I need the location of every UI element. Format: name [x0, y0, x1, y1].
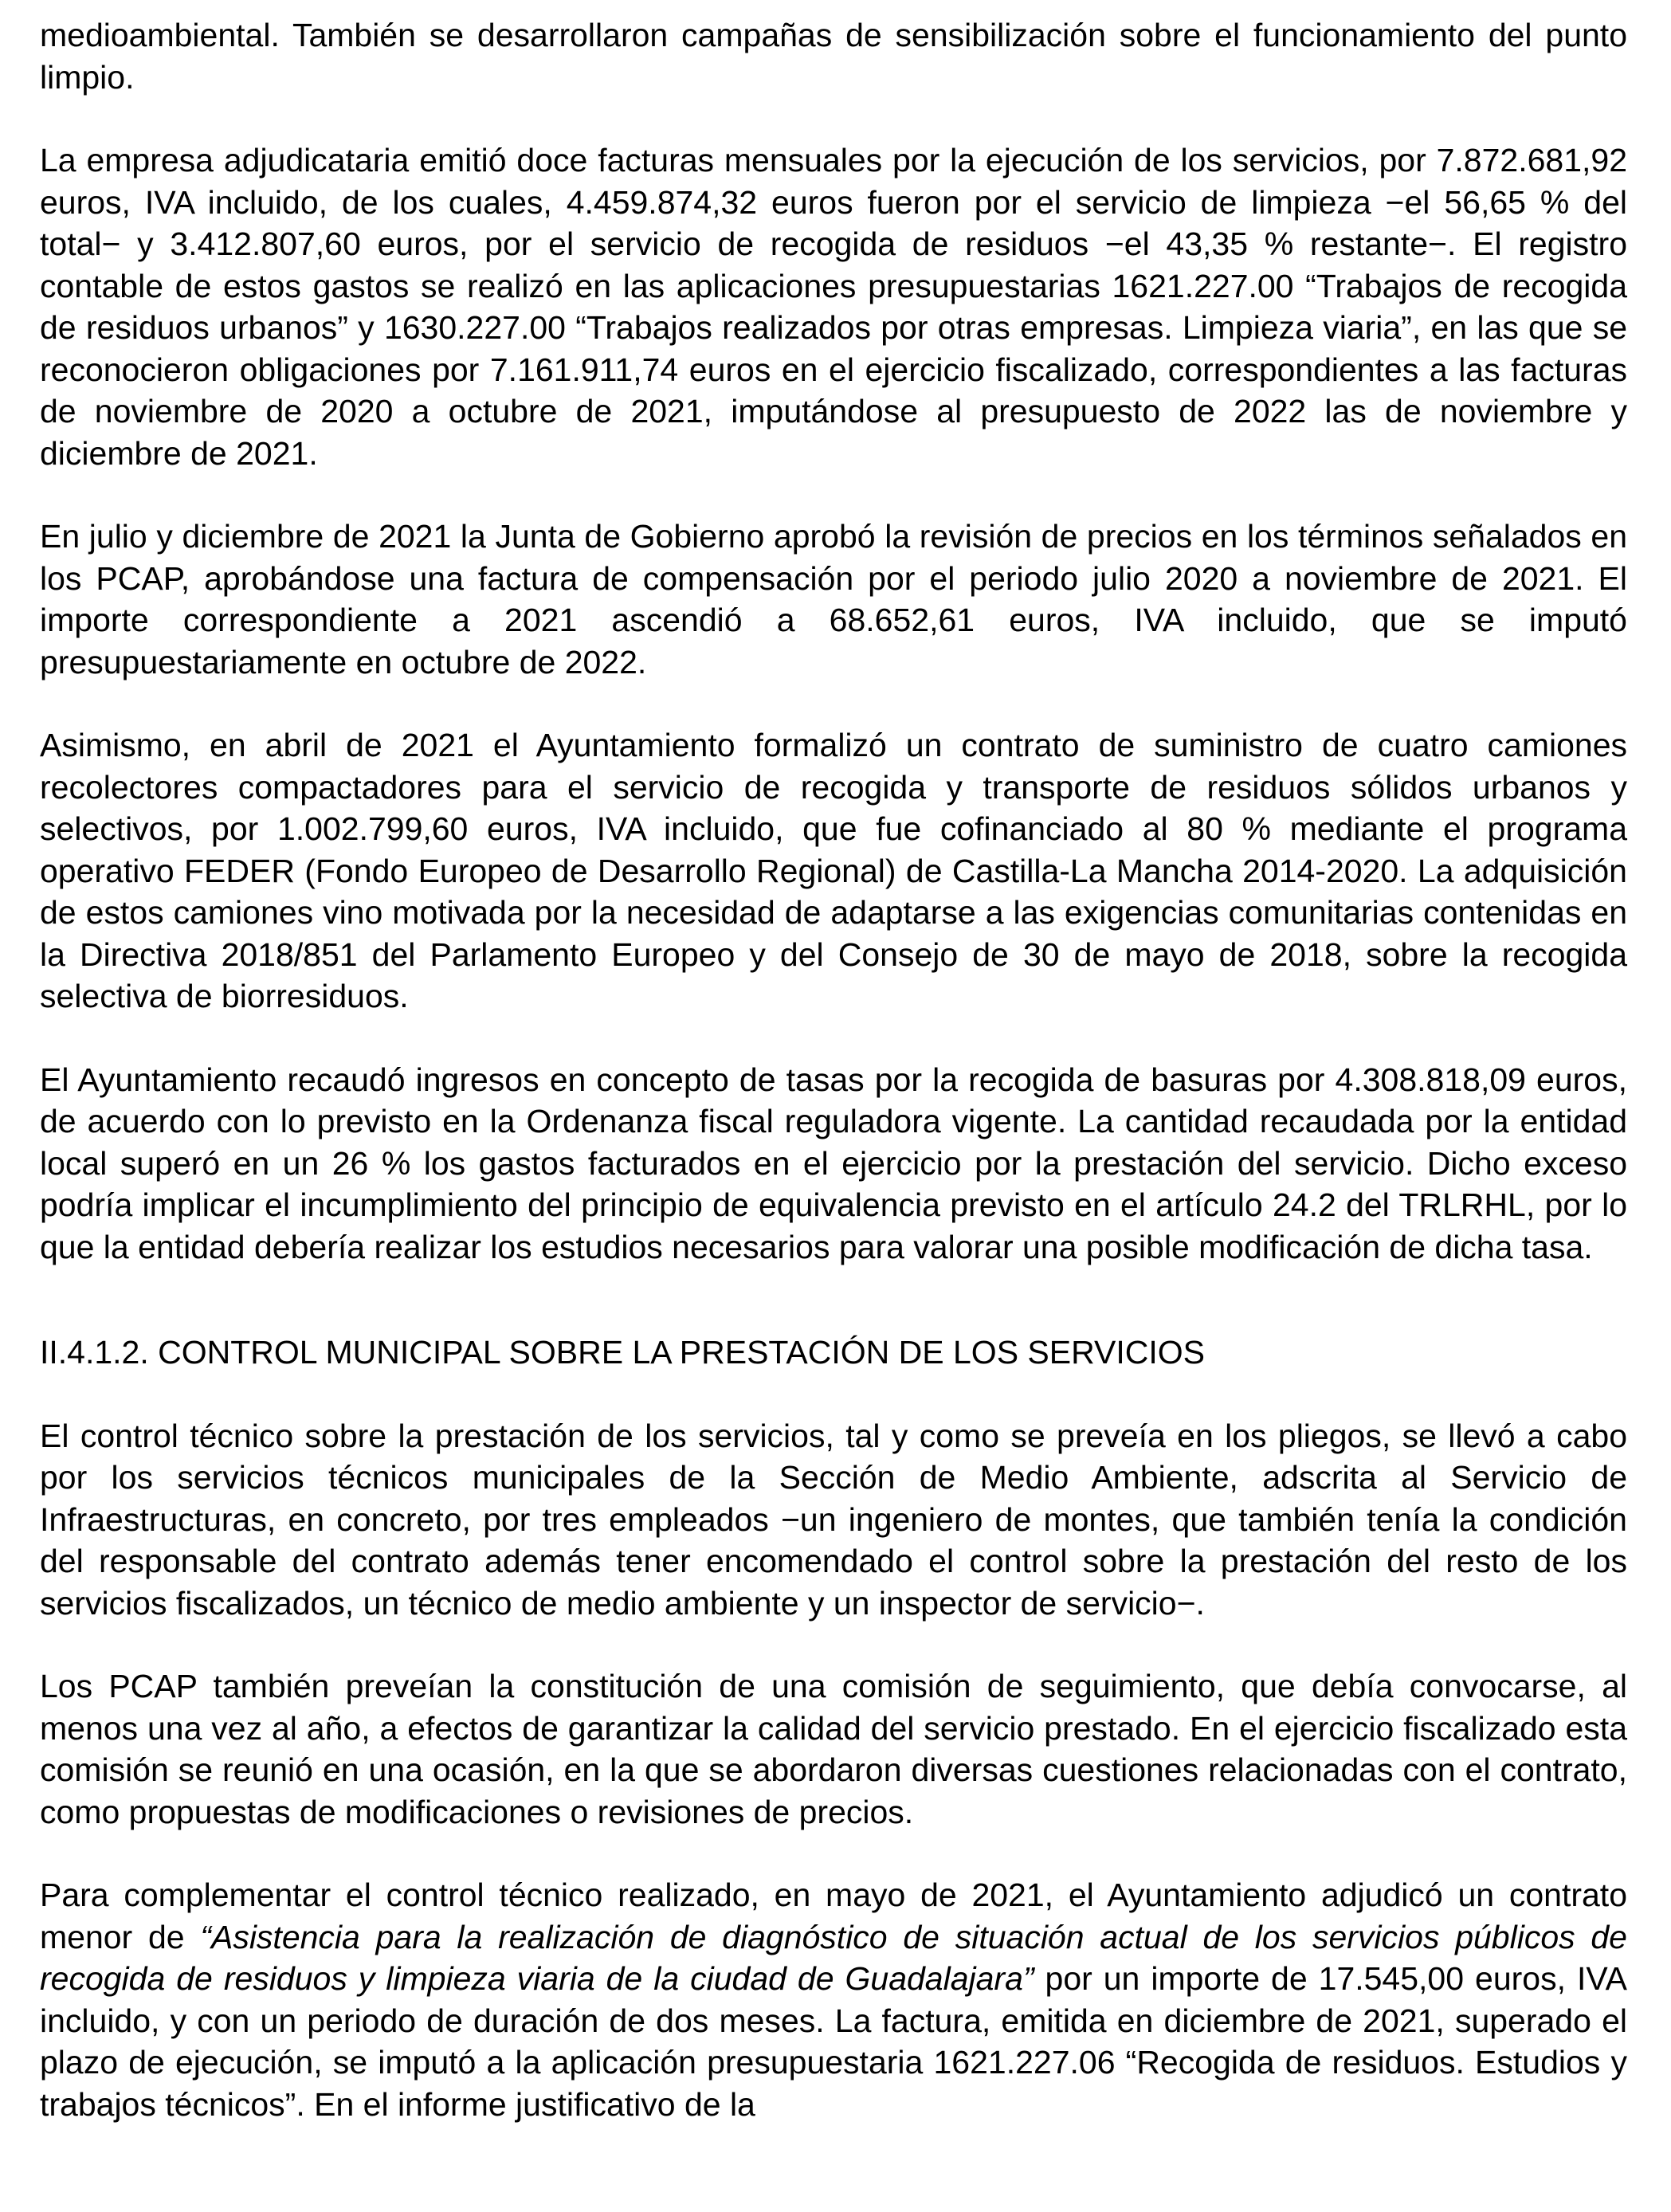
minor-contract-text-end: por un importe de 17.545,00 euros, IVA incluido, y con un periodo de duración de dos meses. La factura, emitida en diciembre de 2021, superado el plazo de ejecución, se imputó a la aplicación presupuestaria 1621.227.06 “Recogida de residuos. Estudios y trabajos técnicos”. En el informe justificativo de la [40, 1960, 1627, 2123]
paragraph-waste-fees: El Ayuntamiento recaudó ingresos en concepto de tasas por la recogida de basuras por 4.308.818,09 euros, de acuerdo con lo previsto en la Ordenanza fiscal reguladora vigente. La cantidad recaudada por la entidad local superó en un 26 % los gastos facturados en el ejercicio por la prestación del servicio. Dicho exceso podría implicar el incumplimiento del principio de equivalencia previsto en el artículo 24.2 del TRLRHL, por lo que la entidad debería realizar los estudios necesarios para valorar una posible modificación de dicha tasa. [40, 1061, 1627, 1265]
paragraph-invoices: La empresa adjudicataria emitió doce facturas mensuales por la ejecución de los servicios, por 7.872.681,92 euros, IVA incluido, de los cuales, 4.459.874,32 euros fueron por el servicio de limpieza −el 56,65 % del total− y 3.412.807,60 euros, por el servicio de recogida de residuos −el 43,35 % restante−. El registro contable de estos gastos se realizó en las aplicaciones presupuestarias 1621.227.00 “Trabajos de recogida de residuos urbanos” y 1630.227.00 “Trabajos realizados por otras empresas. Limpieza viaria”, en las que se reconocieron obligaciones por 7.161.911,74 euros en el ejercicio fiscalizado, correspondientes a las facturas de noviembre de 2020 a octubre de 2021, imputándose al presupuesto de 2022 las de noviembre y diciembre de 2021. [40, 142, 1627, 472]
paragraph-technical-control: El control técnico sobre la prestación de los servicios, tal y como se preveía en los pliegos, se llevó a cabo por los servicios técnicos municipales de la Sección de Medio Ambiente, adscrita al Servicio de Infraestructuras, en concreto, por tres empleados −un ingeniero de montes, que también tenía la condición del responsable del contrato además tener encomendado el control sobre la prestación del resto de los servicios fiscalizados, un técnico de medio ambiente y un inspector de servicio−. [40, 1417, 1627, 1622]
minor-contract-title: “Asistencia para la realización de diagnóstico de situación actual de los servicios públicos de recogida de residuos y limpieza viaria de la ciudad de Guadalajara” [40, 1918, 1627, 1997]
section-heading: II.4.1.2. CONTROL MUNICIPAL SOBRE LA PRESTACIÓN DE LOS SERVICIOS [40, 1334, 1205, 1371]
minor-contract-text-start: Para complementar el control técnico realizado, en mayo de 2021, el Ayuntamiento adjudicó un contrato menor de [40, 1877, 1627, 1955]
document-page [40, 14, 1627, 2125]
paragraph-minor-contract [40, 1874, 1627, 2125]
paragraph-price-revision: En julio y diciembre de 2021 la Junta de Gobierno aprobó la revisión de precios en los términos señalados en los PCAP, aprobándose una factura de compensación por el periodo julio 2020 a noviembre de 2021. El importe correspondiente a 2021 ascendió a 68.652,61 euros, IVA incluido, que se imputó presupuestariamente en octubre de 2022. [40, 518, 1627, 680]
paragraph-monitoring-commission: Los PCAP también preveían la constitución de una comisión de seguimiento, que debía convocarse, al menos una vez al año, a efectos de garantizar la calidad del servicio prestado. En el ejercicio fiscalizado esta comisión se reunió en una ocasión, en la que se abordaron diversas cuestiones relacionadas con el contrato, como propuestas de modificaciones o revisiones de precios. [40, 1668, 1627, 1830]
paragraph-trucks-contract: Asimismo, en abril de 2021 el Ayuntamiento formalizó un contrato de suministro de cuatro camiones recolectores compactadores para el servicio de recogida y transporte de residuos sólidos urbanos y selectivos, por 1.002.799,60 euros, IVA incluido, que fue cofinanciado al 80 % mediante el programa operativo FEDER (Fondo Europeo de Desarrollo Regional) de Castilla-La Mancha 2014-2020. La adquisición de estos camiones vino motivada por la necesidad de adaptarse a las exigencias comunitarias contenidas en la Directiva 2018/851 del Parlamento Europeo y del Consejo de 30 de mayo de 2018, sobre la recogida selectiva de biorresiduos. [40, 727, 1627, 1014]
paragraph-continuation: medioambiental. También se desarrollaron campañas de sensibilización sobre el funcionamiento del punto limpio. [40, 17, 1627, 96]
